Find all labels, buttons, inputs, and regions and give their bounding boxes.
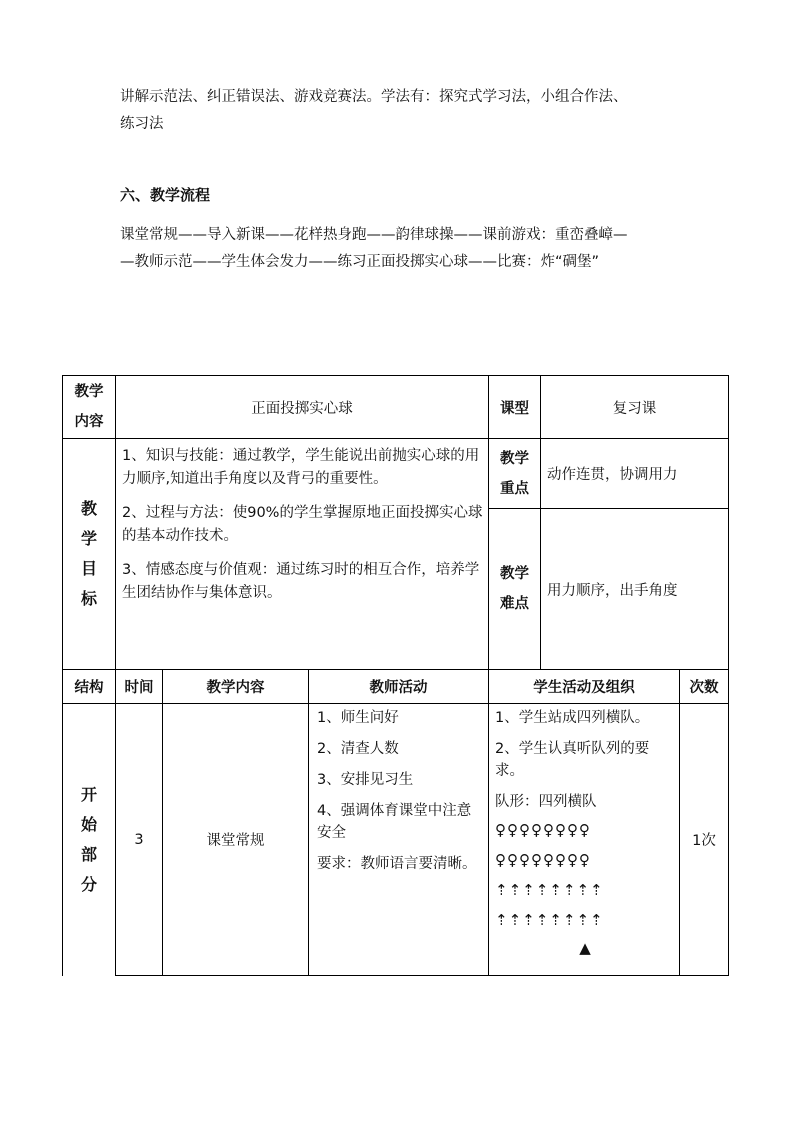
structure-char-3: 部: [80, 844, 97, 864]
formation-row-2: ♀♀♀♀♀♀♀♀: [495, 851, 591, 869]
header-student-activity: 学生活动及组织: [489, 670, 680, 704]
teacher-step-3: 3、安排见习生: [317, 772, 414, 788]
row-objectives-key: [63, 439, 729, 509]
flow-line-1: 课堂常规——导入新课——花样热身跑——韵律球操——课前游戏：重峦叠嶂—: [120, 227, 628, 243]
content-value: 正面投掷实心球: [116, 376, 489, 439]
difficulty-label: [489, 509, 541, 670]
difficulty-value: 用力顺序，出手角度: [541, 509, 729, 670]
structure-header-row: [63, 670, 729, 704]
key-point-value: 动作连贯，协调用力: [541, 439, 729, 509]
structure-opening: [63, 704, 116, 976]
student-activity-cell: [489, 704, 680, 976]
objectives-text: [116, 439, 489, 670]
header-teacher-activity: 教师活动: [309, 670, 489, 704]
objectives-label-char-3: 目: [80, 559, 97, 578]
flow-line-2: —教师示范——学生体会发力——练习正面投掷实心球——比赛：炸“碉堡”: [120, 254, 600, 270]
objective-1: 1、知识与技能：通过教学，学生能说出前抛实心球的用力顺序,知道出手角度以及背弓的重要性。: [122, 448, 480, 487]
lesson-type-value: 复习课: [541, 376, 729, 439]
teacher-step-1: 1、师生问好: [317, 710, 399, 726]
row-content: [63, 376, 729, 439]
teacher-step-2: 2、清查人数: [317, 741, 399, 757]
intro-line-2: 练习法: [120, 116, 164, 132]
section-heading: 六、教学流程: [120, 186, 211, 204]
row-opening-part: [63, 704, 729, 976]
teacher-requirement: 要求：教师语言要清晰。: [317, 856, 477, 872]
objectives-label-char-2: 学: [80, 529, 97, 548]
lesson-type-label: 课型: [489, 376, 541, 439]
intro-paragraph: [120, 84, 690, 138]
difficulty-label-line-1: 教学: [500, 566, 530, 582]
objective-3: 3、情感态度与价值观：通过练习时的相互合作，培养学生团结协作与集体意识。: [122, 562, 480, 601]
header-structure: 结构: [63, 670, 116, 704]
student-step-1: 1、学生站成四列横队。: [495, 710, 650, 726]
structure-char-2: 始: [80, 814, 97, 834]
formation-row-3: ⇡⇡⇡⇡⇡⇡⇡⇡: [495, 881, 604, 899]
content-label-cell: [63, 376, 116, 439]
teacher-activity-cell: [309, 704, 489, 976]
header-time: 时间: [116, 670, 163, 704]
time-value: 3: [116, 704, 163, 976]
objectives-label-char-4: 标: [80, 589, 97, 608]
teacher-position-icon: ▲: [579, 939, 591, 957]
student-step-2: 2、学生认真听队列的要求。: [495, 741, 650, 779]
formation-label: 队形：四列横队: [495, 794, 597, 810]
intro-line-1: 讲解示范法、纠正错误法、游戏竞赛法。学法有：探究式学习法，小组合作法、: [120, 89, 628, 105]
key-point-label-line-2: 重点: [500, 480, 530, 497]
structure-char-4: 分: [80, 874, 97, 894]
teaching-flow: [120, 222, 690, 276]
formation-row-1: ♀♀♀♀♀♀♀♀: [495, 821, 591, 839]
key-point-label: [489, 439, 541, 509]
structure-char-1: 开: [80, 784, 97, 804]
key-point-label-line-1: 教学: [500, 450, 530, 467]
objectives-label-char-1: 教: [80, 499, 97, 518]
content-cell: 课堂常规: [163, 704, 309, 976]
teacher-step-4: 4、强调体育课堂中注意安全: [317, 803, 472, 841]
content-label-line-1: 教学: [74, 384, 104, 400]
lesson-plan-table: [62, 375, 729, 976]
formation-row-4: ⇡⇡⇡⇡⇡⇡⇡⇡: [495, 911, 604, 929]
objective-2: 2、过程与方法：使90%的学生掌握原地正面投掷实心球的基本动作技术。: [122, 505, 483, 544]
header-content: 教学内容: [163, 670, 309, 704]
objectives-label: [63, 439, 116, 670]
content-label-line-2: 内容: [74, 414, 104, 430]
header-count: 次数: [680, 670, 729, 704]
difficulty-label-line-2: 难点: [500, 596, 530, 612]
count-cell: 1次: [680, 704, 729, 976]
